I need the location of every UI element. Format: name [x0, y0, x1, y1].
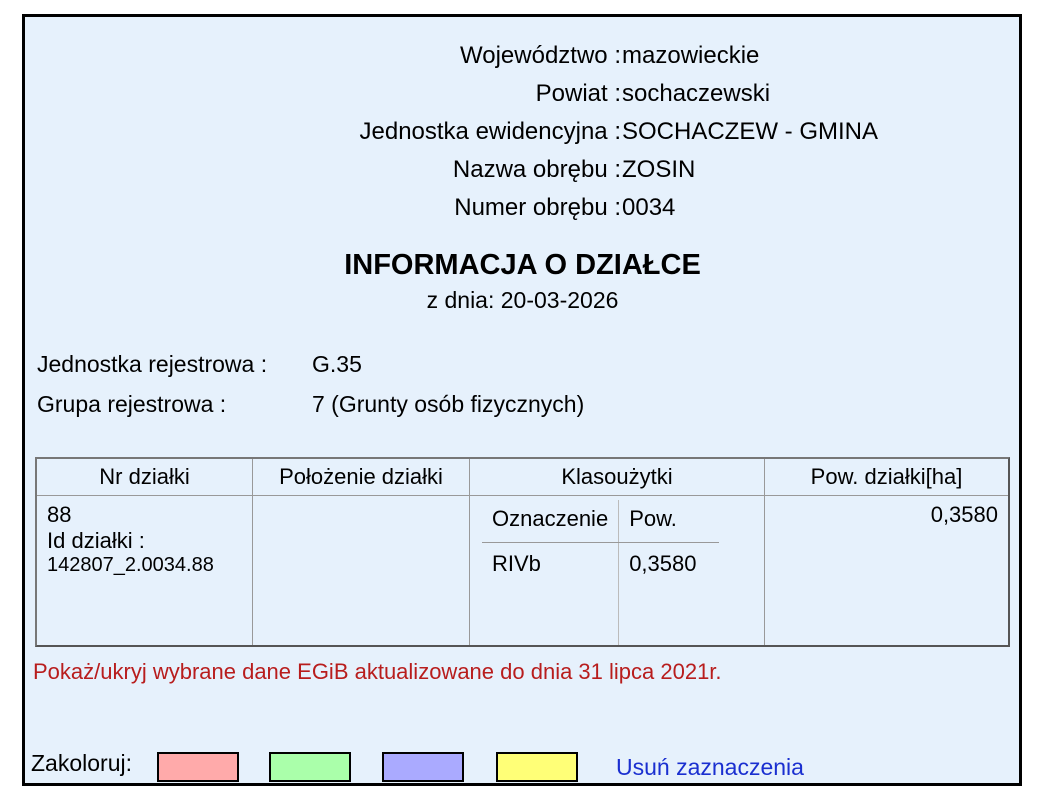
parcel-number: 88	[47, 502, 72, 527]
header-label: Powiat :	[535, 80, 621, 107]
registry-group-label: Grupa rejestrowa :	[37, 391, 227, 417]
page-subtitle-date: z dnia: 20-03-2026	[426, 287, 619, 313]
header-label: Nazwa obrębu :	[452, 156, 621, 183]
cell-klasouzytki	[470, 496, 765, 645]
header-row-nazwa-obrebu	[25, 155, 1019, 185]
clear-selection-link[interactable]: Usuń zaznaczenia	[616, 754, 804, 780]
cell-nr	[37, 496, 253, 645]
header-row-powiat	[25, 79, 1019, 109]
color-swatch-yellow[interactable]	[496, 752, 578, 782]
cell-polozenie	[253, 496, 470, 645]
header-row-numer-obrebu	[25, 193, 1019, 223]
parcel-id-label: Id działki :	[47, 528, 145, 553]
egib-toggle-link[interactable]: Pokaż/ukryj wybrane dane EGiB aktualizowane do dnia 31 lipca 2021r.	[33, 659, 722, 684]
column-header-polozenie: Położenie działki	[253, 459, 470, 496]
colorize-toolbar	[31, 750, 804, 786]
header-value: sochaczewski	[622, 80, 771, 107]
klasouzytki-table	[482, 500, 719, 645]
registry-unit-row	[37, 349, 362, 379]
header-row-wojewodztwo	[25, 41, 1019, 71]
klasouzytki-header-oznaczenie: Oznaczenie	[482, 500, 619, 543]
klasouzytki-pow: 0,3580	[629, 551, 697, 576]
header-value: ZOSIN	[622, 156, 696, 183]
klasouzytki-oznaczenie: RIVb	[482, 543, 619, 646]
klasouzytki-header-row	[482, 500, 719, 543]
colorize-label: Zakoloruj:	[31, 750, 132, 776]
registry-group-row	[37, 389, 585, 419]
registry-group-value: 7 (Grunty osób fizycznych)	[312, 391, 585, 417]
cell-pow: 0,3580	[930, 502, 998, 527]
parcel-info-panel	[22, 14, 1022, 786]
header-label: Numer obrębu :	[454, 194, 621, 221]
color-swatch-red[interactable]	[157, 752, 239, 782]
parcel-table	[35, 457, 1010, 647]
column-header-klasouzytki: Klasoużytki	[470, 459, 765, 496]
color-swatch-blue[interactable]	[382, 752, 464, 782]
klasouzytki-header-pow: Pow.	[619, 500, 720, 543]
klasouzytki-row	[482, 543, 719, 646]
header-label: Jednostka ewidencyjna :	[359, 118, 621, 145]
column-header-nr: Nr działki	[37, 459, 253, 496]
header-value: SOCHACZEW - GMINA	[622, 118, 878, 145]
page-title: INFORMACJA O DZIAŁCE	[344, 249, 701, 281]
header-value: mazowieckie	[622, 42, 760, 69]
header-label: Województwo :	[460, 42, 621, 69]
parcel-id-value: 142807_2.0034.88	[47, 554, 214, 576]
table-header-row	[37, 459, 1008, 496]
column-header-pow: Pow. działki[ha]	[765, 459, 1008, 496]
header-row-jednostka	[25, 117, 1019, 147]
color-swatch-green[interactable]	[269, 752, 351, 782]
registry-unit-label: Jednostka rejestrowa :	[37, 351, 268, 377]
header-value: 0034	[622, 194, 676, 221]
table-row	[37, 496, 1008, 645]
registry-unit-value: G.35	[312, 351, 362, 377]
